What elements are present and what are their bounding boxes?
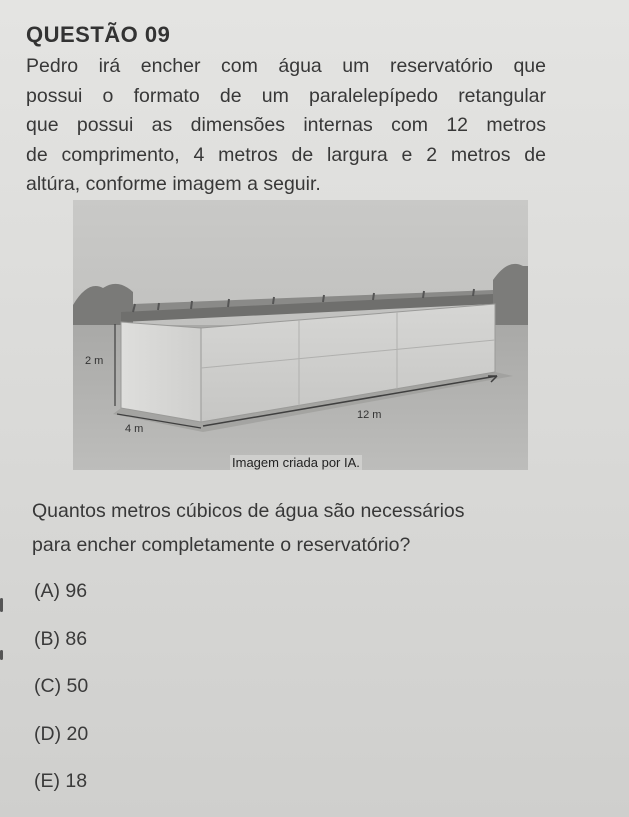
figure-caption: Imagem criada por IA.	[232, 455, 360, 470]
option-d[interactable]: (D) 20	[34, 722, 89, 745]
length-label: 12 m	[357, 409, 382, 421]
reservoir-side-face	[121, 322, 201, 422]
answer-options	[34, 578, 88, 816]
question-title: QUESTÃO 09	[26, 22, 171, 47]
page-edge-mark	[0, 650, 3, 660]
page-edge-mark	[0, 598, 3, 612]
height-label: 2 m	[85, 355, 104, 367]
trees-right	[493, 264, 528, 330]
statement-line: que possui as dimensões internas com 12 metros	[26, 114, 546, 136]
reservoir-illustration	[73, 200, 528, 470]
question-statement	[26, 52, 546, 200]
option-a[interactable]: (A) 96	[34, 580, 88, 602]
question-line: para encher completamente o reservatório?	[32, 534, 411, 556]
option-b[interactable]: (B) 86	[34, 627, 88, 650]
width-label: 4 m	[125, 423, 144, 435]
statement-line: Pedro irá encher com água um reservatório que	[26, 55, 546, 77]
reservoir-figure	[73, 200, 528, 470]
statement-line: possui o formato de um paralelepípedo retangular	[26, 84, 546, 107]
statement-line: de comprimento, 4 metros de largura e 2 metros de	[26, 143, 546, 166]
option-e[interactable]: (E) 18	[34, 770, 88, 792]
question-line: Quantos metros cúbicos de água são necessários	[32, 500, 465, 522]
option-c[interactable]: (C) 50	[34, 675, 89, 697]
statement-line: altúra, conforme imagem a seguir.	[26, 173, 321, 195]
question-prompt	[32, 494, 592, 562]
